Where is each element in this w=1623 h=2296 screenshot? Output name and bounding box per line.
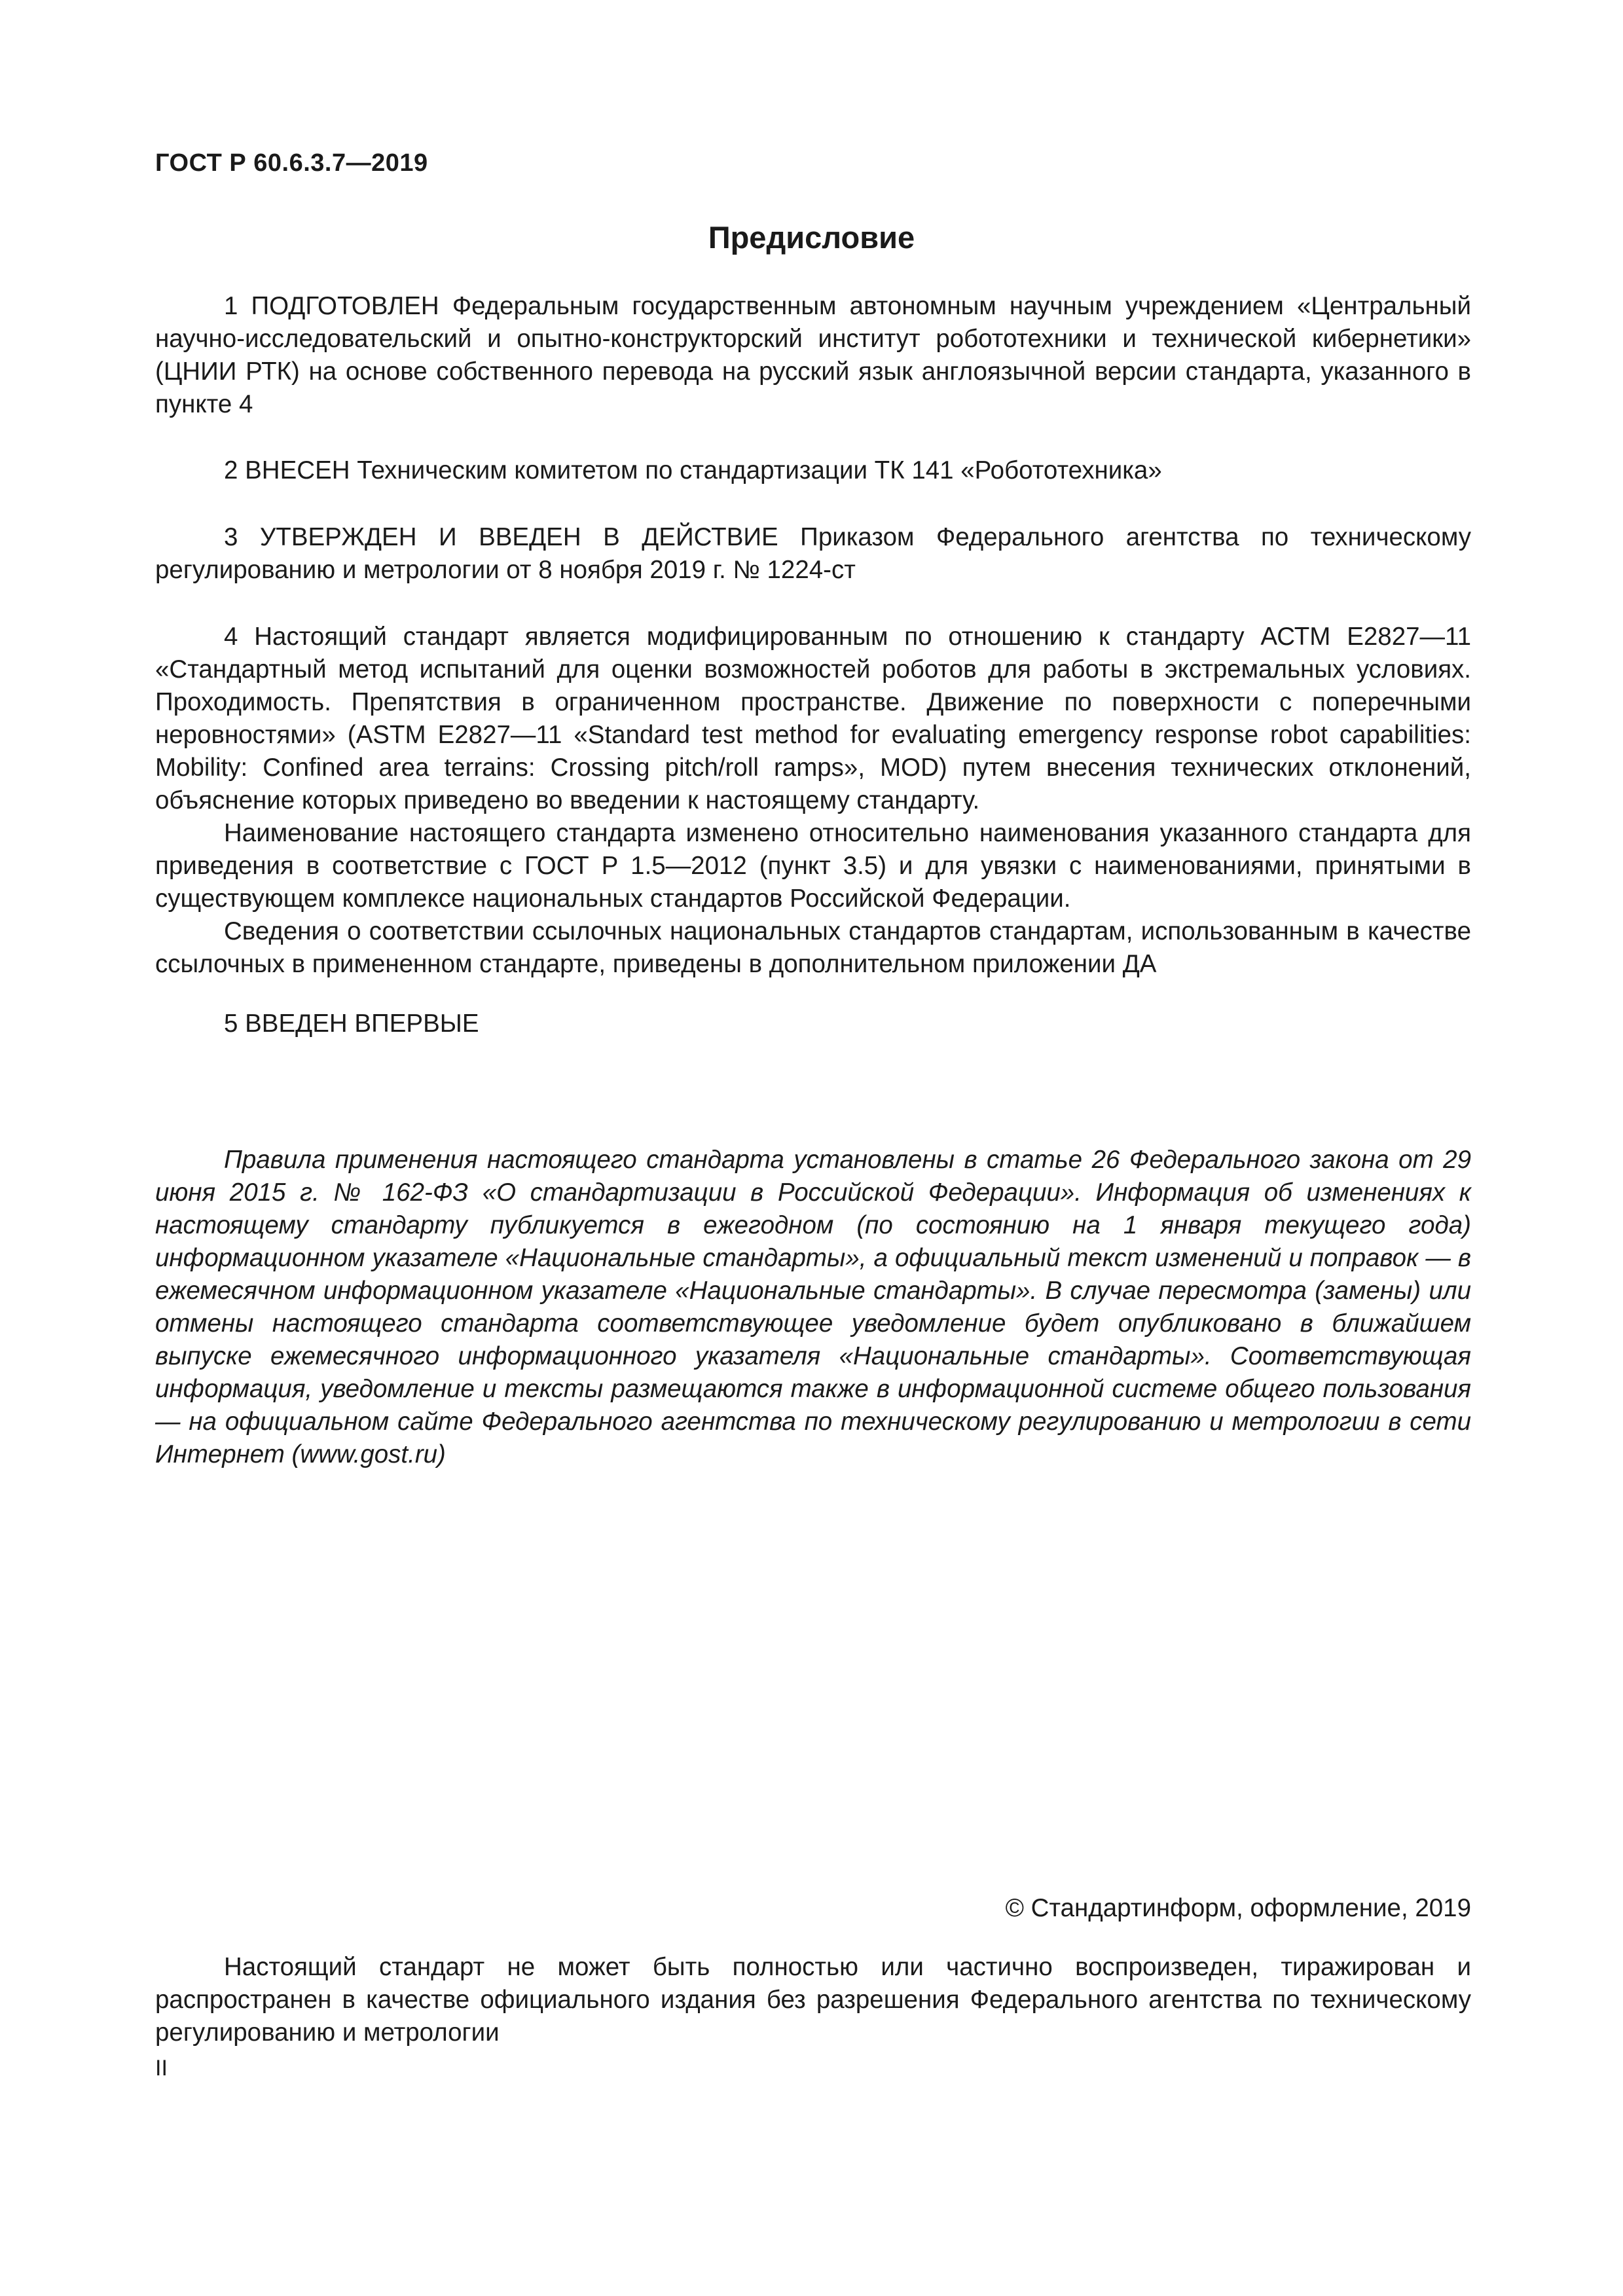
preface-item-4-references-note: Сведения о соответствии ссылочных национальных стандартов стандартам, использованным в качестве ссылочных в примененном стандарте, приведены в дополнительном приложении ДА bbox=[155, 917, 1471, 978]
preface-item-3-text: 3 УТВЕРЖДЕН И ВВЕДЕН В ДЕЙСТВИЕ Приказом Федерального агентства по техническому регулированию и метрологии от 8 ноября 2019 г. № 1224-ст bbox=[155, 523, 1471, 584]
copyright-line: © Стандартинформ, оформление, 2019 bbox=[1005, 1894, 1471, 1922]
document-code: ГОСТ Р 60.6.3.7—2019 bbox=[155, 149, 428, 177]
preface-item-1 bbox=[155, 290, 1471, 421]
page-number: II bbox=[155, 2056, 168, 2081]
preface-item-5-text: 5 ВВЕДЕН ВПЕРВЫЕ bbox=[224, 1010, 479, 1038]
preface-item-2-text: 2 ВНЕСЕН Техническим комитетом по стандартизации ТК 141 «Робототехника» bbox=[224, 456, 1162, 484]
preface-item-2 bbox=[155, 454, 1471, 487]
preface-item-5 bbox=[155, 1008, 1471, 1040]
preface-item-4 bbox=[155, 621, 1471, 981]
preface-item-3 bbox=[155, 521, 1471, 587]
preface-item-4-text: 4 Настоящий стандарт является модифицированным по отношению к стандарту АСТМ Е2827—11 «Стандартный метод испытаний для оценки возможностей роботов для работы в экстремальных условиях. Проходимость. Препятствия в ограниченном пространстве. Движение по поверхности с поперечными неровностями» (ASTM E2827—11 «Standard test method for evaluating emergency response robot capabilities: Mobility: Confined area terrains: Crossing pitch/roll ramps», MOD) путем внесения технических отклонений, объяснение которых приведено во введении к настоящему стандарту. bbox=[155, 623, 1471, 814]
reprint-restriction: Настоящий стандарт не может быть полностью или частично воспроизведен, тиражирован и распространен в качестве официального издания без разрешения Федерального агентства по техническому регулированию и метрологии bbox=[155, 1953, 1471, 2047]
application-rules-notice: Правила применения настоящего стандарта установлены в статье 26 Федерального закона от 29 июня 2015 г. № 162-ФЗ «О стандартизации в Российской Федерации». Информация об изменениях к настоящему стандарту публикуется в ежегодном (по состоянию на 1 января текущего года) информационном указателе «Национальные стандарты», а официальный текст изменений и поправок — в ежемесячном информационном указателе «Национальные стандарты». В случае пересмотра (замены) или отмены настоящего стандарта соответствующее уведомление будет опубликовано в ближайшем выпуске ежемесячного информационного указателя «Национальные стандарты». Соответствующая информация, уведомление и тексты размещаются также в информационной системе общего пользования — на официальном сайте Федерального агентства по техническому регулированию и метрологии в сети Интернет (www.gost.ru) bbox=[155, 1146, 1471, 1468]
preface-item-4-name-note: Наименование настоящего стандарта изменено относительно наименования указанного стандарта для приведения в соответствие с ГОСТ Р 1.5—2012 (пункт 3.5) и для увязки с наименованиями, принятыми в существующем комплексе национальных стандартов Российской Федерации. bbox=[155, 819, 1471, 913]
preface-item-1-text: 1 ПОДГОТОВЛЕН Федеральным государственным автономным научным учреждением «Центральный научно-исследовательский и опытно-конструкторский институт робототехники и технической кибернетики» (ЦНИИ РТК) на основе собственного перевода на русский язык англоязычной версии стандарта, указанного в пункте 4 bbox=[155, 292, 1471, 418]
page-title: Предисловие bbox=[708, 220, 915, 255]
